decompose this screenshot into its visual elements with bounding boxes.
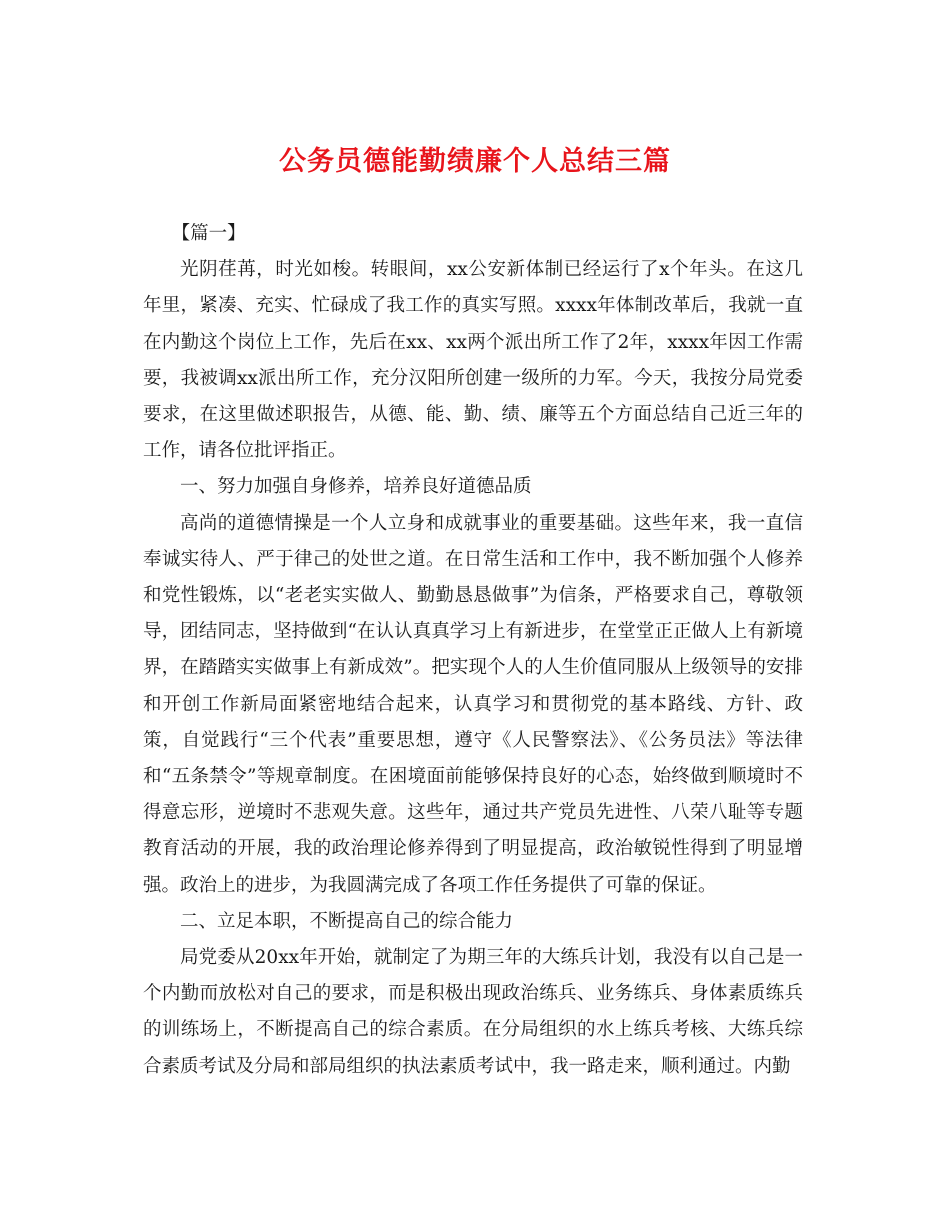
document-title: 公务员德能勤绩廉个人总结三篇 <box>279 146 671 177</box>
paragraph-intro: 光阴荏苒，时光如梭。转眼间，xx公安新体制已经运行了x个年头。在这几年里，紧凑、充实、忙碌成了我工作的真实写照。xxxx年体制改革后，我就一直在内勤这个岗位上工作，先后在xx、xx两个派出所工作了2年，xxxx年因工作需要，我被调xx派出所工作，充分汉阳所创建一级所的力军。今天，我按分局党委要求，在这里做述职报告，从德、能、勤、绩、廉等五个方面总结自己近三年的工作，请各位批评指正。 <box>143 259 803 462</box>
paragraph-ability: 局党委从20xx年开始，就制定了为期三年的大练兵计划，我没有以自己是一个内勤而放松对自己的要求，而是积极出现政治练兵、业务练兵、身体素质练兵的训练场上，不断提高自己的综合素质。在分局组织的水上练兵考核、大练兵综合素质考试及分局和部局组织的执法素质考试中，我一路走来，顺利通过。内勤 <box>143 947 803 1077</box>
paragraph-morality: 高尚的道德情操是一个人立身和成就事业的重要基础。这些年来，我一直信奉诚实待人、严于律己的处世之道。在日常生活和工作中，我不断加强个人修养和党性锻炼，以“老老实实做人、勤勤恳恳做事”为信条，严格要求自己，尊敬领导，团结同志，坚持做到“在认认真真学习上有新进步，在堂堂正正做人上有新境界，在踏踏实实做事上有新成效”。把实现个人的人生价值同服从上级领导的安排和开创工作新局面紧密地结合起来，认真学习和贯彻党的基本路线、方针、政策，自觉践行“三个代表”重要思想，遵守《人民警察法》、《公务员法》等法律和“五条禁令”等规章制度。在困境面前能够保持良好的心态，始终做到顺境时不得意忘形，逆境时不悲观失意。这些年，通过共产党员先进性、八荣八耻等专题教育活动的开展，我的政治理论修养得到了明显提高，政治敏锐性得到了明显增强。政治上的进步，为我圆满完成了各项工作任务提供了可靠的保证。 <box>143 512 803 896</box>
section-tag: 【篇一】 <box>171 223 246 244</box>
section-heading-2: 二、立足本职，不断提高自己的综合能力 <box>180 910 514 932</box>
section-heading-1: 一、努力加强自身修养，培养良好道德品质 <box>180 476 532 498</box>
document-body <box>143 216 803 1085</box>
